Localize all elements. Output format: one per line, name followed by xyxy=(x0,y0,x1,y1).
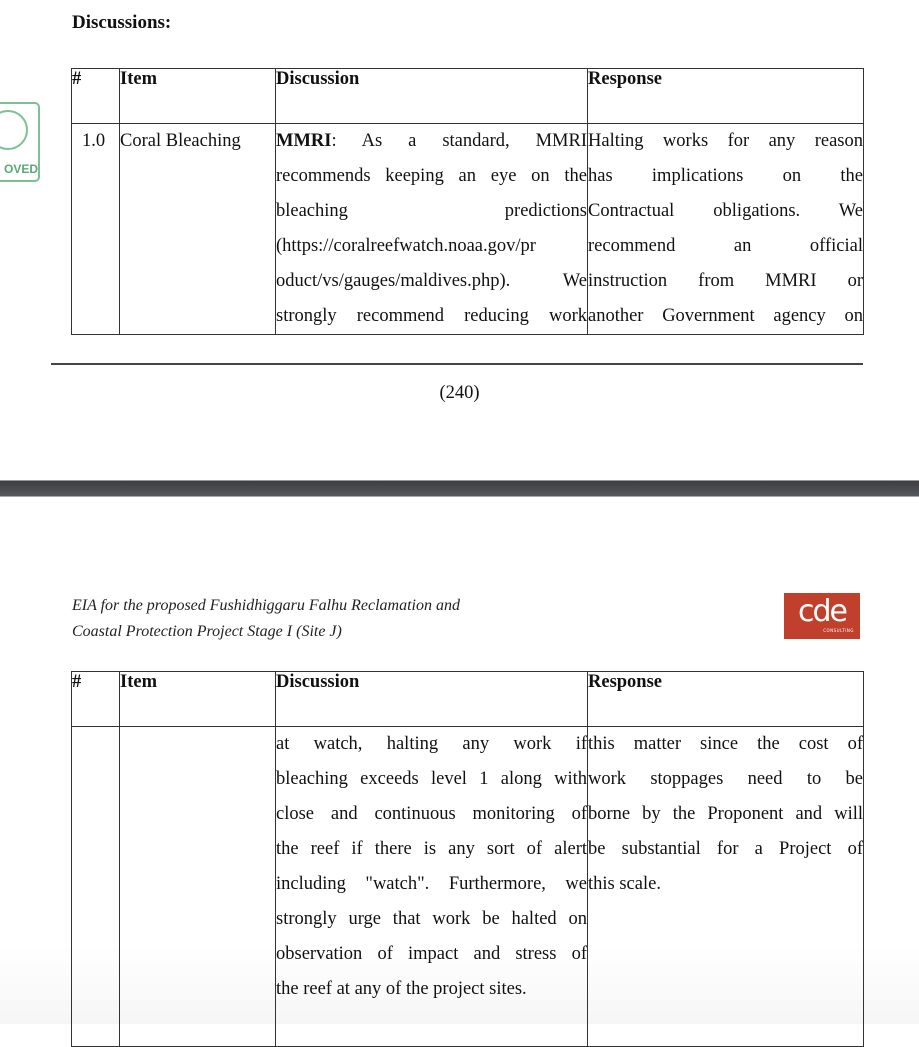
discussion-line: strongly urge that work be halted on xyxy=(276,909,587,929)
header-discussion: Discussion xyxy=(276,69,588,124)
footer-rule xyxy=(51,363,863,365)
table-row xyxy=(72,727,864,1047)
section-heading: Discussions: xyxy=(72,12,172,33)
header-response: Response xyxy=(588,69,864,124)
discussion-line: close and continuous monitoring of xyxy=(276,804,587,824)
response-line: instruction from MMRI or xyxy=(588,271,863,291)
discussion-line: recommends keeping an eye on the xyxy=(276,166,587,186)
row-item xyxy=(120,727,276,1047)
row-num: 1.0 xyxy=(72,124,120,335)
discussion-line: the reef at any of the project sites. xyxy=(276,979,527,999)
response-line: be substantial for a Project of xyxy=(588,839,863,859)
response-line: this scale. xyxy=(588,874,661,894)
header-item: Item xyxy=(120,672,276,727)
pdf-page-240 xyxy=(0,0,919,481)
table-header-row xyxy=(72,672,864,727)
page-number: (240) xyxy=(439,383,480,403)
discussion-line: the reef if there is any sort of alert xyxy=(276,839,587,859)
discussion-line: at watch, halting any work if xyxy=(276,734,587,754)
row-discussion xyxy=(276,727,588,1047)
logo-main: cde xyxy=(798,594,846,629)
header-discussion: Discussion xyxy=(276,672,588,727)
approved-stamp xyxy=(0,102,40,182)
response-line: another Government agency on xyxy=(588,306,863,326)
discussion-line: observation of impact and stress of xyxy=(276,944,587,964)
response-line: work stoppages need to be xyxy=(588,769,863,789)
mmri-label: MMRI xyxy=(276,131,332,151)
discussion-line: oduct/vs/gauges/maldives.php). We xyxy=(276,271,587,291)
discussion-line: bleaching exceeds level 1 along with xyxy=(276,769,587,789)
discussion-line: MMRI: As a standard, MMRI xyxy=(276,131,587,151)
seal-icon xyxy=(0,110,28,150)
running-header xyxy=(72,593,460,645)
response-line: borne by the Proponent and will xyxy=(588,804,863,824)
pdf-page-241 xyxy=(0,497,919,1024)
logo-sub: CONSULTING xyxy=(823,628,854,633)
header-item: Item xyxy=(120,69,276,124)
row-response xyxy=(588,727,864,1047)
response-line: this matter since the cost of xyxy=(588,734,863,754)
response-line: Contractual obligations. We xyxy=(588,201,863,221)
row-item: Coral Bleaching xyxy=(120,124,276,335)
discussion-line: including "watch". Furthermore, we xyxy=(276,874,587,894)
header-line-1: EIA for the proposed Fushidhiggaru Falhu Reclamation and xyxy=(72,597,460,614)
discussion-table-continued xyxy=(71,671,864,1047)
row-discussion xyxy=(276,124,588,335)
header-num: # xyxy=(72,69,120,124)
table-header-row xyxy=(72,69,864,124)
discussion-table xyxy=(71,68,864,335)
header-response: Response xyxy=(588,672,864,727)
discussion-link-line: (https://coralreefwatch.noaa.gov/pr xyxy=(276,236,536,256)
response-line: recommend an official xyxy=(588,236,863,256)
discussion-line: strongly recommend reducing work xyxy=(276,306,587,326)
row-response xyxy=(588,124,864,335)
cde-logo xyxy=(784,593,860,639)
row-num xyxy=(72,727,120,1047)
header-num: # xyxy=(72,672,120,727)
discussion-line: bleaching predictions xyxy=(276,201,587,221)
page-separator xyxy=(0,480,919,497)
response-line: has implications on the xyxy=(588,166,863,186)
table-row xyxy=(72,124,864,335)
stamp-text: OVED xyxy=(3,162,38,176)
header-line-2: Coastal Protection Project Stage I (Site J) xyxy=(72,623,342,640)
response-line: Halting works for any reason xyxy=(588,131,863,151)
